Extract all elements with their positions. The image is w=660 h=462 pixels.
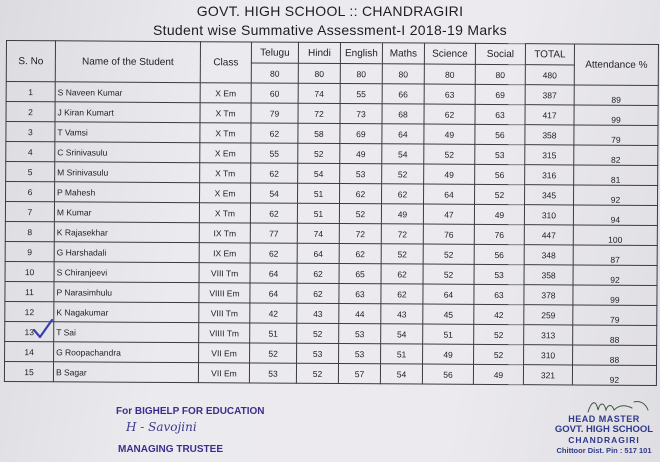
- row-sno: 9: [5, 241, 54, 261]
- row-subject-mark: 52: [475, 184, 525, 204]
- row-total: 358: [525, 125, 574, 145]
- row-student-name: P Narasimhulu: [54, 282, 199, 303]
- row-total: 358: [524, 265, 573, 285]
- row-subject-mark: 55: [251, 143, 298, 163]
- row-sno: 7: [5, 202, 54, 222]
- row-subject-mark: 66: [382, 84, 424, 104]
- row-class: X Em: [200, 143, 251, 163]
- row-subject-mark: 63: [475, 104, 525, 124]
- row-subject-mark: 62: [250, 243, 297, 263]
- col-class: Class: [200, 42, 251, 83]
- row-total: 387: [525, 85, 574, 105]
- row-total: 345: [525, 185, 574, 205]
- row-attendance: 92: [573, 265, 657, 286]
- row-subject-mark: 72: [339, 224, 381, 244]
- row-attendance: 99: [573, 285, 657, 306]
- row-class: IX Tm: [199, 223, 250, 243]
- row-subject-mark: 74: [297, 223, 339, 243]
- row-subject-mark: 63: [424, 84, 475, 104]
- row-subject-mark: 64: [250, 263, 297, 283]
- row-subject-mark: 49: [473, 364, 523, 384]
- row-attendance: 92: [574, 185, 658, 206]
- row-sno: 3: [6, 122, 55, 142]
- row-subject-mark: 62: [424, 104, 475, 124]
- max-social: 80: [475, 64, 525, 84]
- row-class: VIII Tm: [199, 303, 250, 323]
- marks-table: [4, 40, 659, 386]
- row-subject-mark: 62: [297, 263, 339, 283]
- max-total: 480: [525, 65, 574, 85]
- row-subject-mark: 42: [250, 303, 297, 323]
- row-subject-mark: 64: [382, 124, 424, 144]
- row-sno: 6: [6, 182, 55, 202]
- row-subject-mark: 44: [339, 304, 381, 324]
- row-class: IX Em: [199, 243, 250, 263]
- row-subject-mark: 72: [298, 103, 340, 123]
- row-subject-mark: 53: [339, 344, 381, 364]
- row-total: 310: [524, 345, 573, 365]
- row-student-name: C Srinivasulu: [55, 142, 200, 163]
- row-subject-mark: 64: [250, 283, 297, 303]
- col-maths: Maths: [382, 43, 424, 64]
- row-sno: 14: [5, 341, 54, 361]
- row-subject-mark: 56: [422, 364, 473, 384]
- row-sno: 15: [4, 361, 53, 381]
- row-subject-mark: 69: [340, 124, 382, 144]
- max-maths: 80: [382, 64, 424, 84]
- row-sno: 13: [5, 321, 54, 341]
- row-subject-mark: 64: [423, 284, 474, 304]
- row-student-name: J Kiran Kumart: [55, 102, 200, 123]
- row-subject-mark: 63: [339, 284, 381, 304]
- row-total: 447: [524, 225, 573, 245]
- row-subject-mark: 52: [250, 343, 297, 363]
- row-total: 378: [524, 285, 573, 305]
- row-attendance: 94: [573, 205, 657, 226]
- row-class: X Em: [200, 83, 251, 103]
- row-subject-mark: 62: [381, 264, 423, 284]
- row-class: X Tm: [199, 203, 250, 223]
- row-student-name: G Roopachandra: [54, 342, 199, 363]
- row-subject-mark: 51: [381, 344, 423, 364]
- row-subject-mark: 45: [423, 304, 474, 324]
- row-subject-mark: 55: [340, 84, 382, 104]
- row-subject-mark: 49: [474, 204, 524, 224]
- row-subject-mark: 62: [381, 284, 423, 304]
- row-student-name: S Naveen Kumar: [55, 82, 200, 103]
- row-attendance: 88: [573, 345, 657, 366]
- row-total: 316: [525, 165, 574, 185]
- row-subject-mark: 53: [340, 164, 382, 184]
- row-subject-mark: 49: [424, 164, 475, 184]
- row-subject-mark: 52: [382, 164, 424, 184]
- row-sno: 8: [5, 221, 54, 241]
- row-subject-mark: 51: [423, 324, 474, 344]
- row-subject-mark: 53: [339, 324, 381, 344]
- row-subject-mark: 49: [424, 124, 475, 144]
- row-subject-mark: 62: [340, 184, 382, 204]
- stamp-line-2: GOVT. HIGH SCHOOL: [554, 424, 654, 435]
- row-class: X Tm: [200, 123, 251, 143]
- row-attendance: 100: [573, 225, 657, 246]
- row-subject-mark: 64: [297, 243, 339, 263]
- row-total: 348: [524, 245, 573, 265]
- row-subject-mark: 62: [382, 184, 424, 204]
- row-subject-mark: 49: [381, 204, 423, 224]
- row-subject-mark: 54: [382, 144, 424, 164]
- col-name: Name of the Student: [55, 41, 200, 83]
- row-student-name: S Chiranjeevi: [54, 262, 199, 283]
- max-english: 80: [340, 64, 382, 84]
- col-sno: S. No: [6, 41, 55, 82]
- row-subject-mark: 76: [474, 224, 524, 244]
- row-subject-mark: 68: [382, 104, 424, 124]
- col-science: Science: [424, 43, 475, 64]
- row-subject-mark: 53: [475, 144, 525, 164]
- student-rows: [4, 82, 658, 386]
- row-attendance: 99: [574, 105, 658, 126]
- row-subject-mark: 79: [251, 103, 298, 123]
- row-sno: 12: [5, 301, 54, 321]
- row-subject-mark: 54: [381, 324, 423, 344]
- row-class: X Tm: [200, 163, 251, 183]
- trustee-signature: H - Savojini: [126, 420, 197, 434]
- row-total: 315: [525, 145, 574, 165]
- row-subject-mark: 60: [251, 83, 298, 103]
- row-total: 310: [524, 205, 573, 225]
- row-subject-mark: 69: [475, 84, 525, 104]
- row-subject-mark: 77: [250, 223, 297, 243]
- row-class: VIIII Em: [199, 283, 250, 303]
- row-sno: 2: [6, 102, 55, 122]
- row-class: VII Em: [199, 343, 250, 363]
- row-subject-mark: 58: [298, 123, 340, 143]
- row-sno: 11: [5, 281, 54, 301]
- row-subject-mark: 62: [251, 163, 298, 183]
- row-subject-mark: 43: [297, 303, 339, 323]
- report-subtitle: Student wise Summative Assessment-I 2018-19 Marks: [153, 22, 507, 38]
- trustee-role: MANAGING TRUSTEE: [118, 444, 223, 455]
- row-total: 313: [524, 325, 573, 345]
- col-social: Social: [475, 43, 525, 64]
- row-subject-mark: 64: [424, 184, 475, 204]
- row-subject-mark: 54: [298, 163, 340, 183]
- school-title: GOVT. HIGH SCHOOL :: CHANDRAGIRI: [196, 3, 464, 19]
- max-science: 80: [424, 64, 475, 84]
- trust-name: For BIGHELP FOR EDUCATION: [116, 406, 265, 417]
- row-subject-mark: 62: [297, 283, 339, 303]
- col-attendance: Attendance %: [574, 44, 658, 86]
- row-subject-mark: 51: [297, 203, 339, 223]
- row-attendance: 82: [574, 145, 658, 166]
- row-class: VII Em: [198, 363, 249, 383]
- col-total: TOTAL: [525, 44, 574, 65]
- stamp-line-1: HEAD MASTER: [568, 414, 640, 424]
- row-student-name: T Sai: [54, 322, 199, 343]
- row-subject-mark: 52: [423, 264, 474, 284]
- row-class: X Tm: [200, 103, 251, 123]
- row-subject-mark: 62: [339, 244, 381, 264]
- row-student-name: M Srinivasulu: [55, 162, 200, 183]
- row-total: 321: [523, 365, 572, 385]
- row-subject-mark: 52: [297, 323, 339, 343]
- row-subject-mark: 52: [296, 363, 338, 383]
- row-subject-mark: 49: [340, 144, 382, 164]
- max-hindi: 80: [298, 63, 340, 83]
- row-subject-mark: 52: [423, 244, 474, 264]
- row-attendance: 89: [574, 85, 658, 106]
- row-subject-mark: 56: [475, 164, 525, 184]
- row-attendance: 87: [573, 245, 657, 266]
- row-attendance: 79: [574, 125, 658, 146]
- row-sno: 5: [6, 162, 55, 182]
- row-subject-mark: 54: [380, 364, 422, 384]
- row-subject-mark: 52: [474, 344, 524, 364]
- row-subject-mark: 52: [424, 144, 475, 164]
- row-subject-mark: 56: [475, 124, 525, 144]
- row-student-name: P Mahesh: [55, 182, 200, 203]
- row-attendance: 81: [574, 165, 658, 186]
- row-total: 259: [524, 305, 573, 325]
- table-row: [4, 361, 656, 385]
- stamp-line-3: CHANDRAGIRI: [568, 435, 640, 445]
- row-subject-mark: 53: [249, 363, 296, 383]
- row-subject-mark: 53: [474, 264, 524, 284]
- row-subject-mark: 52: [474, 324, 524, 344]
- row-subject-mark: 52: [339, 204, 381, 224]
- row-subject-mark: 63: [474, 284, 524, 304]
- row-subject-mark: 52: [381, 244, 423, 264]
- headmaster-stamp: [548, 400, 660, 462]
- row-student-name: G Harshadali: [54, 242, 199, 263]
- col-hindi: Hindi: [298, 42, 340, 63]
- col-telugu: Telugu: [251, 42, 298, 63]
- row-attendance: 79: [573, 305, 657, 326]
- row-subject-mark: 56: [474, 244, 524, 264]
- row-subject-mark: 49: [423, 344, 474, 364]
- row-subject-mark: 62: [250, 203, 297, 223]
- row-subject-mark: 47: [423, 204, 474, 224]
- max-telugu: 80: [251, 63, 298, 83]
- row-subject-mark: 65: [339, 264, 381, 284]
- row-sno: 10: [5, 261, 54, 281]
- check-mark-icon: [32, 318, 54, 340]
- stamp-line-4: Chittoor Dist. Pin : 517 101: [556, 446, 652, 455]
- row-attendance: 88: [573, 325, 657, 346]
- row-subject-mark: 53: [297, 343, 339, 363]
- col-english: English: [340, 43, 382, 64]
- row-class: VIII Tm: [199, 263, 250, 283]
- row-subject-mark: 51: [250, 323, 297, 343]
- row-subject-mark: 76: [423, 224, 474, 244]
- row-sno: 4: [6, 142, 55, 162]
- row-student-name: K Nagakumar: [54, 302, 199, 323]
- row-subject-mark: 73: [340, 104, 382, 124]
- row-class: VIIII Tm: [199, 323, 250, 343]
- row-subject-mark: 74: [298, 83, 340, 103]
- row-subject-mark: 72: [381, 224, 423, 244]
- row-sno: 1: [6, 82, 55, 102]
- row-subject-mark: 52: [298, 143, 340, 163]
- row-attendance: 92: [572, 365, 656, 386]
- row-student-name: T Vamsi: [55, 122, 200, 143]
- row-subject-mark: 42: [474, 304, 524, 324]
- header-row: [6, 41, 658, 66]
- row-student-name: M Kumar: [54, 202, 199, 223]
- row-student-name: K Rajasekhar: [54, 222, 199, 243]
- row-subject-mark: 54: [251, 183, 298, 203]
- row-student-name: B Sagar: [53, 362, 198, 383]
- row-subject-mark: 62: [251, 123, 298, 143]
- row-subject-mark: 57: [338, 364, 380, 384]
- row-total: 417: [525, 105, 574, 125]
- row-class: X Em: [200, 183, 251, 203]
- row-subject-mark: 51: [298, 183, 340, 203]
- row-subject-mark: 43: [381, 304, 423, 324]
